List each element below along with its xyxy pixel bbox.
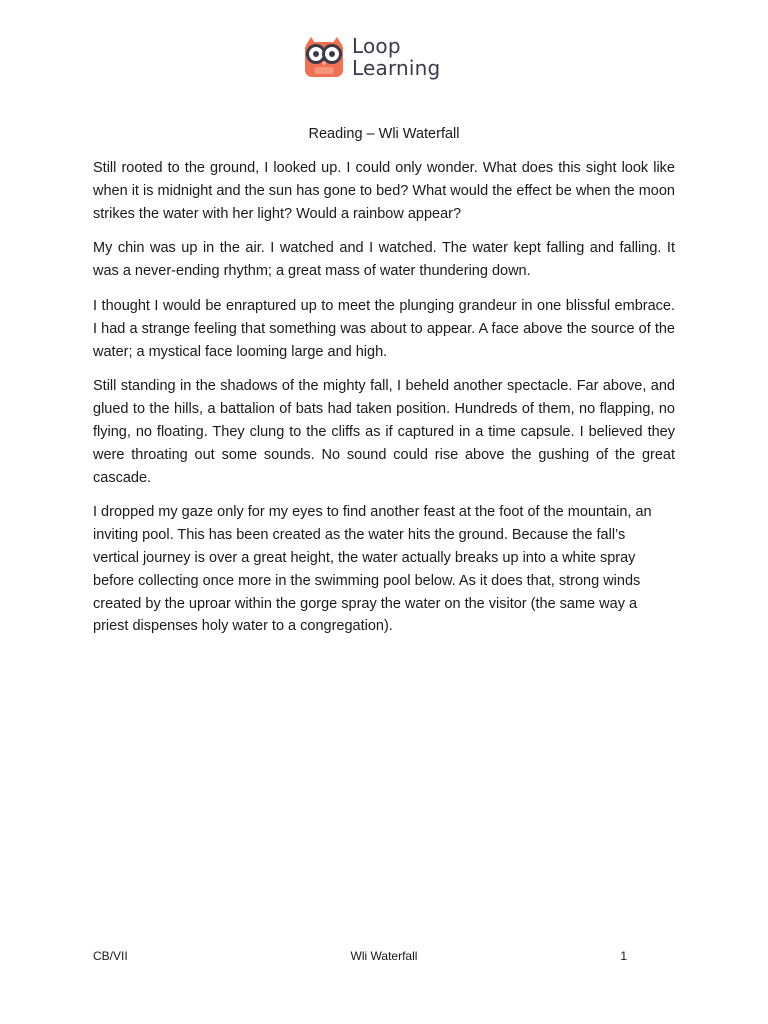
- footer-page-number: 1: [620, 949, 627, 963]
- page-footer: [93, 948, 675, 966]
- paragraph-5: I dropped my gaze only for my eyes to find another feast at the foot of the mountain, an inviting pool. This has been created as the water hits the ground. Because the fall’s vertical journey is over a great height, the water actually breaks up into a white spray before collecting once more in the swimming pool below. As it does that, strong winds created by the uproar within the gorge spray the water on the visitor (the same way a priest dispenses holy water to a congregation).: [93, 504, 652, 635]
- loop-learning-logo: [302, 32, 452, 82]
- page-title: Reading – Wli Waterfall: [308, 126, 460, 142]
- footer-title: Wli Waterfall: [350, 949, 418, 963]
- owl-logo-icon: [302, 35, 346, 79]
- logo-wordmark: [352, 35, 440, 79]
- paragraph-3: I thought I would be enraptured up to meet the plunging grandeur in one blissful embrace. I had a strange feeling that something was about to appear. A face above the source of the water; a mystical face looming large and high.: [93, 297, 675, 360]
- footer-class-code: CB/VII: [93, 949, 128, 963]
- paragraph-4: Still standing in the shadows of the mighty fall, I beheld another spectacle. Far above, and glued to the hills, a battalion of bats had taken position. Hundreds of them, no flapping, no flying, no floating. They clung to the cliffs as if captured in a time capsule. I believed they were throating out some sounds. No sound could rise above the gushing of the great cascade.: [93, 378, 675, 486]
- logo-line-learning: Learning: [352, 56, 441, 80]
- reading-passage: [93, 157, 675, 650]
- paragraph-2: My chin was up in the air. I watched and I watched. The water kept falling and falling. It was a never-ending rhythm; a great mass of water thundering down.: [93, 240, 675, 280]
- paragraph-1: Still rooted to the ground, I looked up. I could only wonder. What does this sight look like when it is midnight and the sun has gone to bed? What would the effect be when the moon strikes the water with her light? Would a rainbow appear?: [93, 160, 675, 222]
- logo-line-loop: Loop: [352, 34, 401, 58]
